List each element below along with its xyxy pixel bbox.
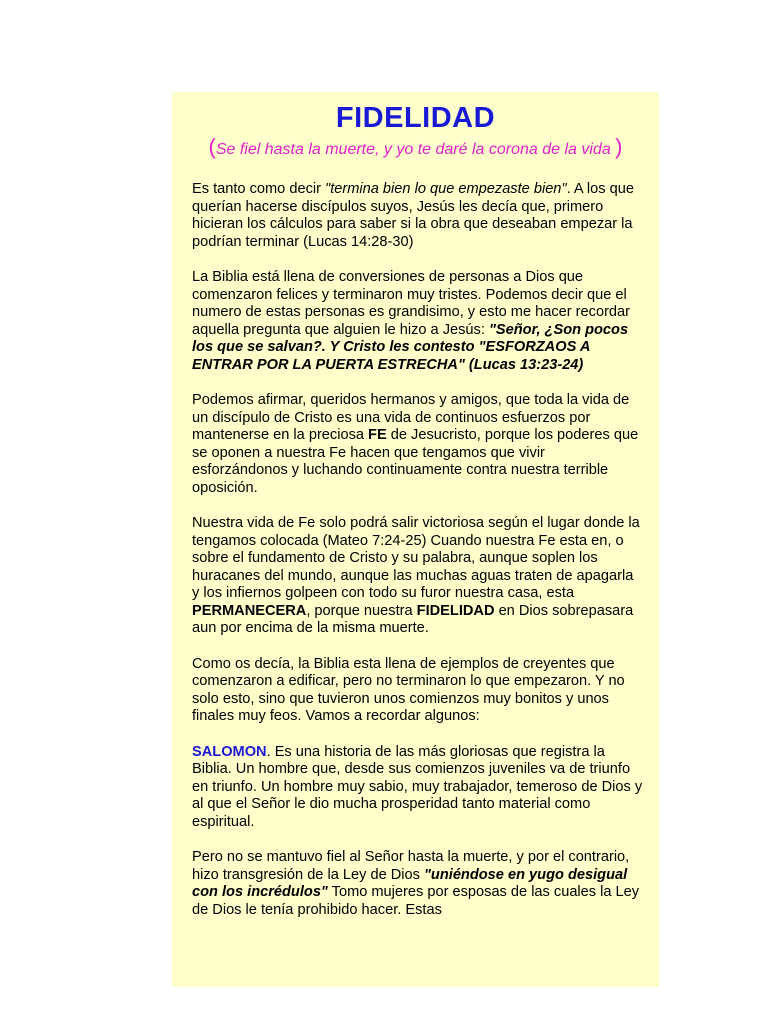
- paragraph-1: [192, 181, 644, 251]
- text-run: , porque nuestra: [306, 602, 417, 619]
- text-run: de Jesucristo, porque los poderes que se oponen a nuestra Fe hacen que tengamos que vivir esforzándonos y luchando continuamente contra nuestra terrible oposición.: [192, 427, 639, 496]
- text-run: . Es una historia de las más gloriosas que registra la Biblia. Un hombre que, desde sus comienzos juveniles va de triunfo en triunfo. Un hombre muy sabio, muy trabajador, temeroso de Dios y al que el Señor le dio mucha prosperidad tanto material como espiritual.: [192, 743, 643, 830]
- highlighted-name: SALOMON: [192, 743, 267, 760]
- bold-word: FIDELIDAD: [416, 602, 495, 619]
- document-body: [172, 161, 644, 919]
- text-run: en Dios sobrepasara aun por encima de la misma muerte.: [192, 602, 634, 636]
- paragraph-3: [192, 392, 644, 497]
- bold-italic-quote: "Señor, ¿Son pocos los que se salvan?. Y Cristo les contesto "ESFORZAOS A ENTRAR POR LA PUERTA ESTRECHA" (Lucas 13:23-24): [192, 321, 629, 373]
- paragraph-5: [192, 656, 644, 726]
- bold-word: FE: [368, 427, 387, 443]
- document-page: [172, 92, 659, 987]
- subtitle-close-paren: ): [615, 134, 623, 159]
- text-run: Como os decía, la Biblia esta llena de ejemplos de creyentes que comenzaron a edificar, pero no terminaron lo que empezaron. Y no solo esto, sino que tuvieron unos comienzos muy bonitos y unos finales muy feos. Vamos a recordar algunos:: [192, 655, 625, 724]
- subtitle-text: Se fiel hasta la muerte, y yo te daré la corona de la vida: [215, 141, 611, 158]
- bold-word: PERMANECERA: [192, 602, 307, 619]
- subtitle-open-paren: (: [208, 134, 216, 159]
- italic-quote: "termina bien lo que empezaste bien": [325, 181, 567, 197]
- paragraph-2: [192, 269, 644, 374]
- paragraph-6: [192, 744, 644, 832]
- text-run: Pero no se mantuvo fiel al Señor hasta la muerte, y por el contrario, hizo transgresión de la Ley de Dios: [192, 849, 630, 883]
- text-run: . A los que querían hacerse discípulos suyos, Jesús les decía que, primero hicieran los cálculos para saber si la obra que deseaban empezar la podrían terminar (Lucas 14:28-30): [192, 181, 634, 250]
- text-run: Nuestra vida de Fe solo podrá salir victoriosa según el lugar donde la tengamos colocada (Mateo 7:24-25) Cuando nuestra Fe esta en, o sobre el fundamento de Cristo y su palabra, aunque soplen los huracanes del mundo, aunque las muchas aguas traten de apagarla y los infiernos golpeen con todo su furor nuestra casa, esta: [192, 515, 640, 601]
- bold-italic-quote: "uniéndose en yugo desigual con los incrédulos": [192, 866, 628, 900]
- text-run: Tomo mujeres por esposas de las cuales la Ley de Dios le tenía prohibido hacer. Estas: [192, 884, 640, 918]
- paragraph-7: [192, 849, 644, 919]
- paragraph-4: [192, 515, 644, 638]
- text-run: La Biblia está llena de conversiones de personas a Dios que comenzaron felices y terminaron muy tristes. Podemos decir que el numero de estas personas es grandisimo, y esto me hacer recordar aquella pregunta que alguien le hizo a Jesús:: [192, 269, 631, 338]
- text-run: Es tanto como decir: [192, 181, 326, 197]
- text-run: Podemos afirmar, queridos hermanos y amigos, que toda la vida de un discípulo de Cristo es una vida de continuos esfuerzos por mantenerse en la preciosa: [192, 392, 630, 443]
- page-title: FIDELIDAD: [335, 102, 496, 134]
- page-subtitle: [172, 136, 659, 161]
